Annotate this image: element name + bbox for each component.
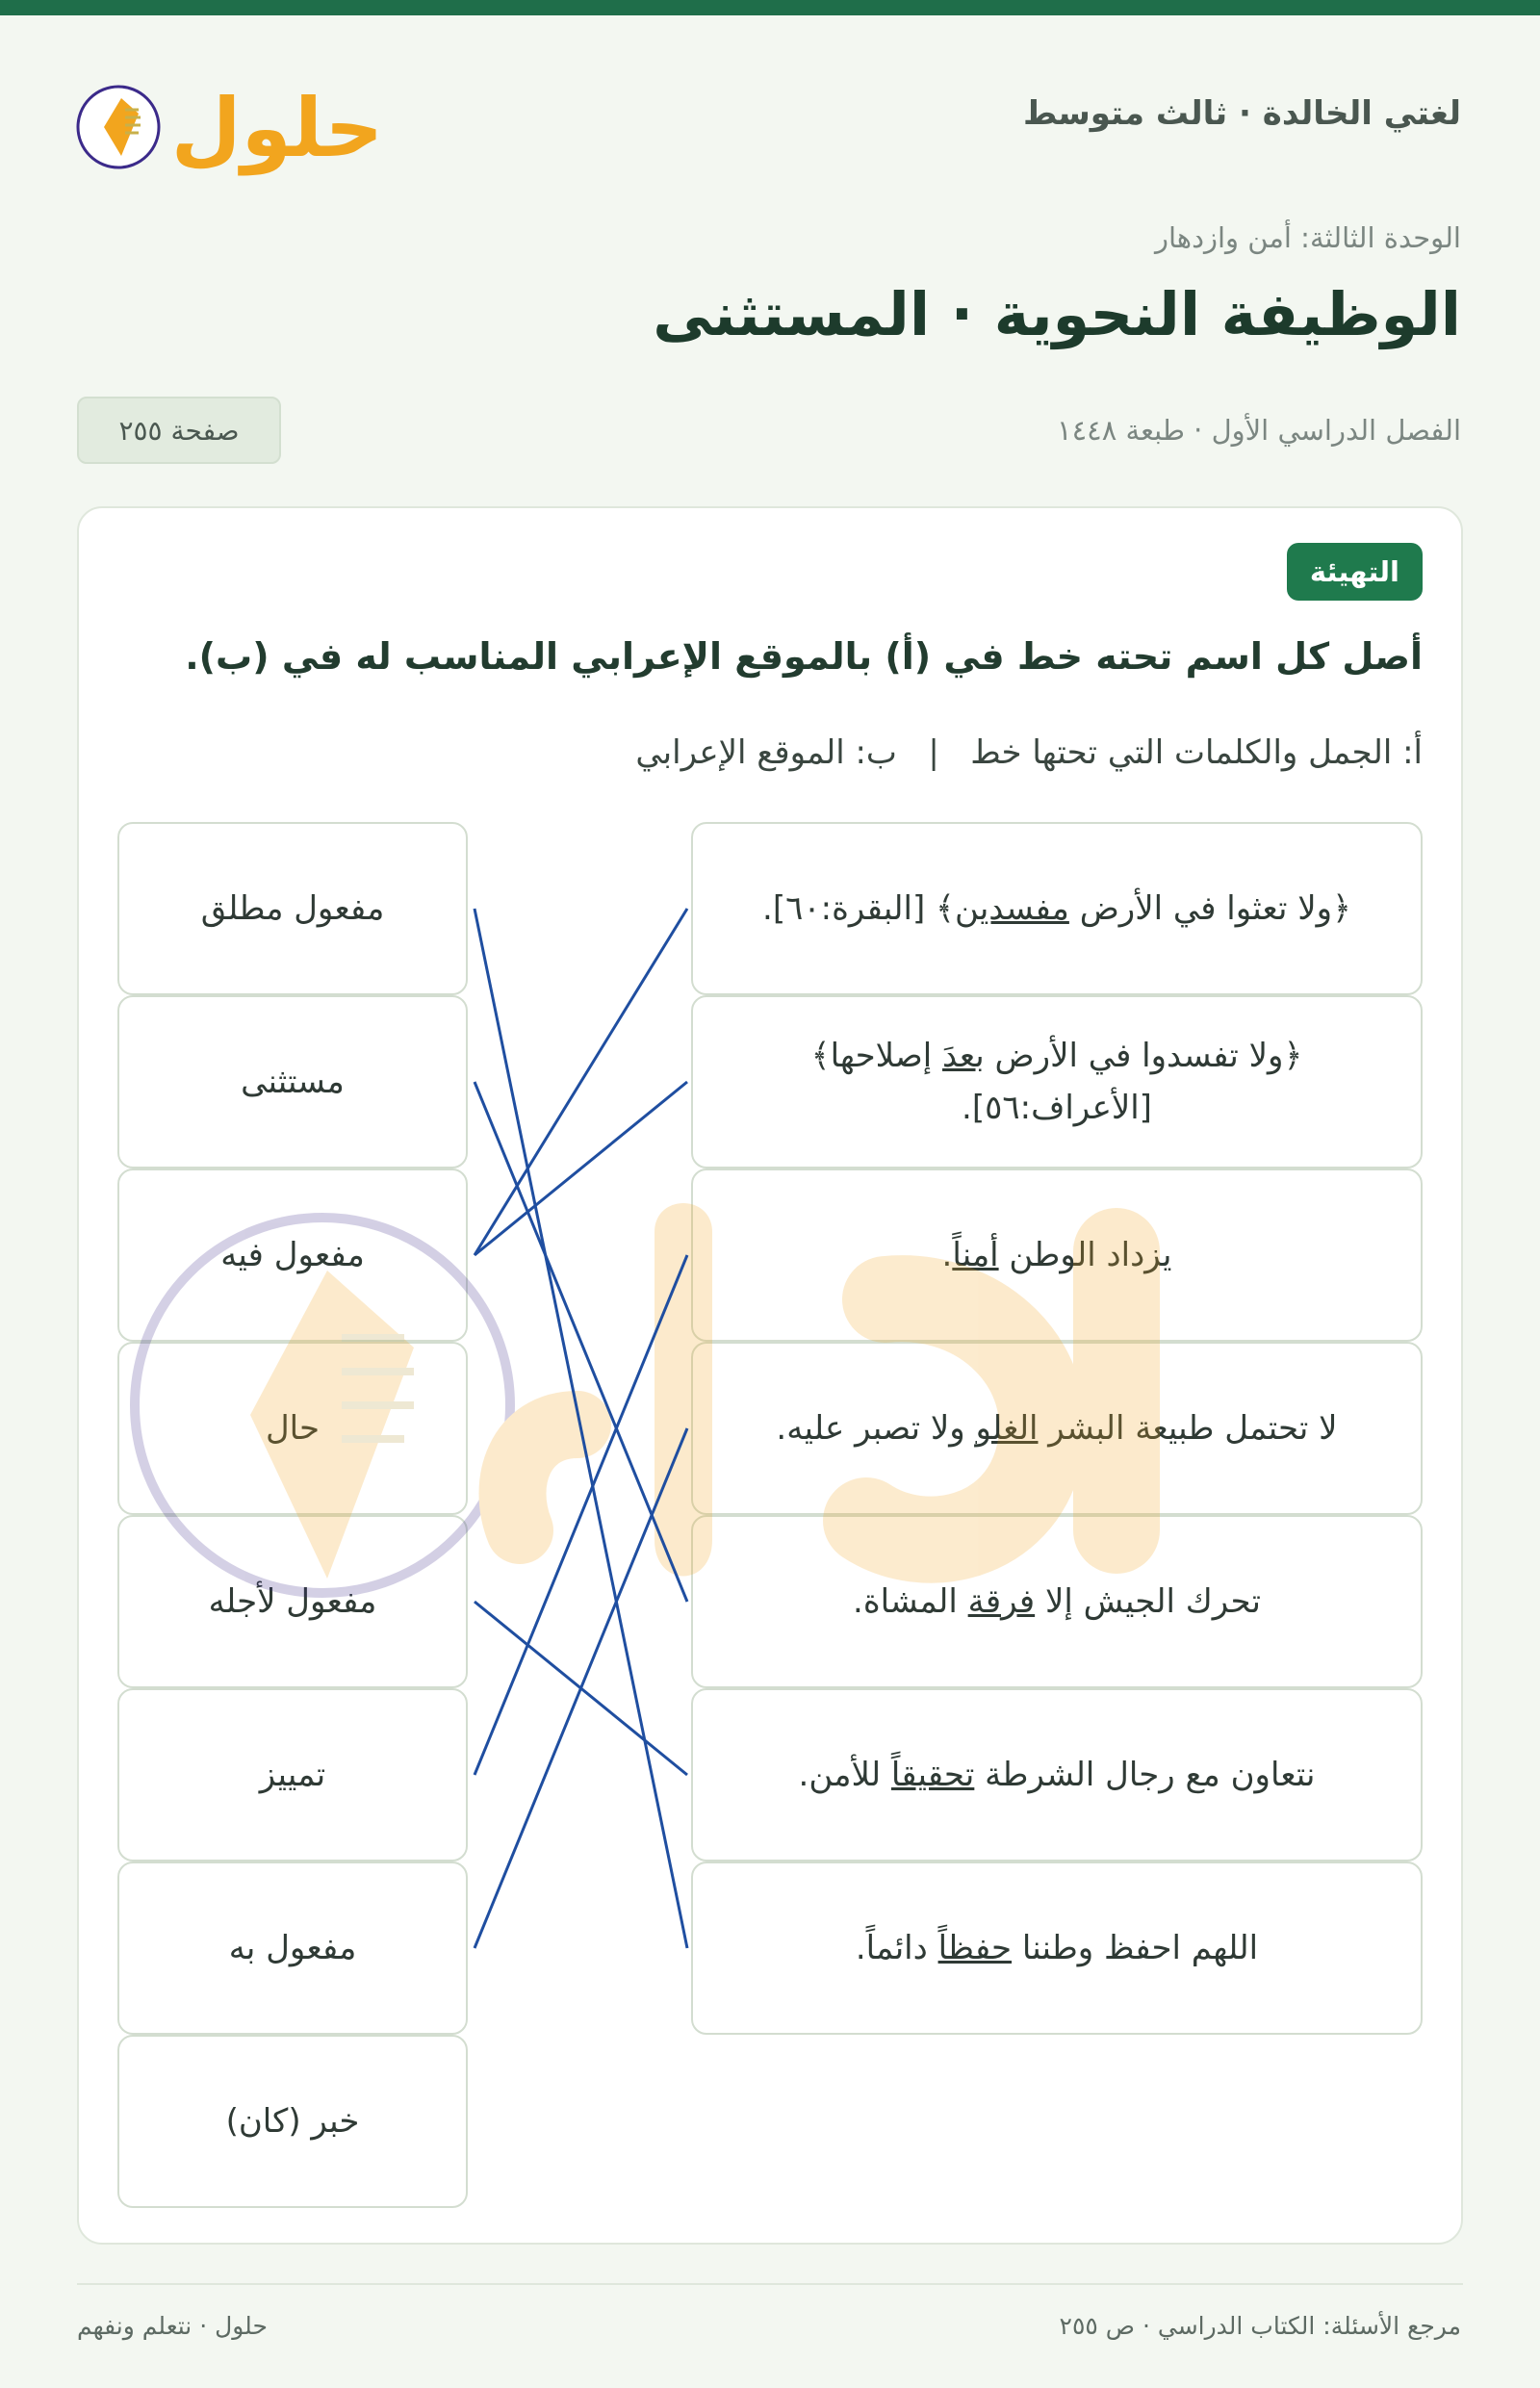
sentence-cell-6: [691, 1688, 1423, 1862]
sentence-cell-3: [691, 1168, 1423, 1342]
footer-brand: حلول · نتعلم ونفهم: [77, 2312, 268, 2340]
position-cell-4: حال: [117, 1342, 468, 1515]
position-cell-6: تمييز: [117, 1688, 468, 1862]
position-cell-7: مفعول به: [117, 1862, 468, 2035]
position-cell-8: خبر (كان): [117, 2035, 468, 2208]
underlined-word: بعدَ: [942, 1036, 985, 1075]
underlined-word: تحقيقاً: [890, 1755, 975, 1794]
underlined-word: الغلو: [975, 1408, 1039, 1448]
exercise-instruction: أصل كل اسم تحته خط في (أ) بالموقع الإعرابي المناسب له في (ب).: [185, 635, 1423, 678]
term-label: الفصل الدراسي الأول · طبعة ١٤٤٨: [1057, 414, 1461, 447]
page-title: الوظيفة النحوية · المستثنى: [653, 279, 1461, 349]
sentence-cell-4: [691, 1342, 1423, 1515]
sentence-cell-7: [691, 1862, 1423, 2035]
sentence-text: تحرك الجيش إلا فرقة المشاة.: [853, 1581, 1261, 1621]
sentence-text: ﴿ولا تعثوا في الأرض مفسدين﴾ [البقرة:٦٠].: [762, 888, 1351, 928]
underlined-word: مفسدين: [954, 888, 1069, 928]
position-cell-5: مفعول لأجله: [117, 1515, 468, 1688]
sentence-text: يزداد الوطن أمناً.: [941, 1235, 1172, 1274]
columns-label: أ: الجمل والكلمات التي تحتها خط | ب: الموقع الإعرابي: [635, 733, 1423, 772]
subject-label: لغتي الخالدة · ثالث متوسط: [1022, 94, 1461, 133]
underlined-word: أمناً: [952, 1235, 999, 1274]
sentence-text: نتعاون مع رجال الشرطة تحقيقاً للأمن.: [798, 1755, 1316, 1794]
logo-text: حلول: [170, 81, 384, 175]
sentence-cell-5: [691, 1515, 1423, 1688]
underlined-word: حفظاً: [937, 1928, 1013, 1967]
sentence-text: ﴿ولا تفسدوا في الأرض بعدَ إصلاحها﴾ [الأعراف:٥٦].: [810, 1036, 1303, 1127]
top-accent-bar: [0, 0, 1540, 15]
unit-label: الوحدة الثالثة: أمن وازدهار: [1154, 221, 1461, 254]
underlined-word: فرقة: [967, 1581, 1036, 1621]
footer-divider: [77, 2283, 1463, 2285]
position-cell-3: مفعول فيه: [117, 1168, 468, 1342]
section-badge: التهيئة: [1287, 543, 1423, 601]
page-number-badge: صفحة ٢٥٥: [77, 397, 281, 464]
position-cell-1: مفعول مطلق: [117, 822, 468, 995]
sentence-text: لا تحتمل طبيعة البشر الغلو ولا تصبر عليه.: [776, 1408, 1338, 1448]
footer-reference: مرجع الأسئلة: الكتاب الدراسي · ص ٢٥٥: [1059, 2312, 1461, 2340]
sentence-text: اللهم احفظ وطننا حفظاً دائماً.: [855, 1928, 1259, 1967]
position-cell-2: مستثنى: [117, 995, 468, 1168]
sentence-cell-2: [691, 995, 1423, 1168]
sentence-cell-1: [691, 822, 1423, 995]
brand-logo: [75, 60, 384, 194]
